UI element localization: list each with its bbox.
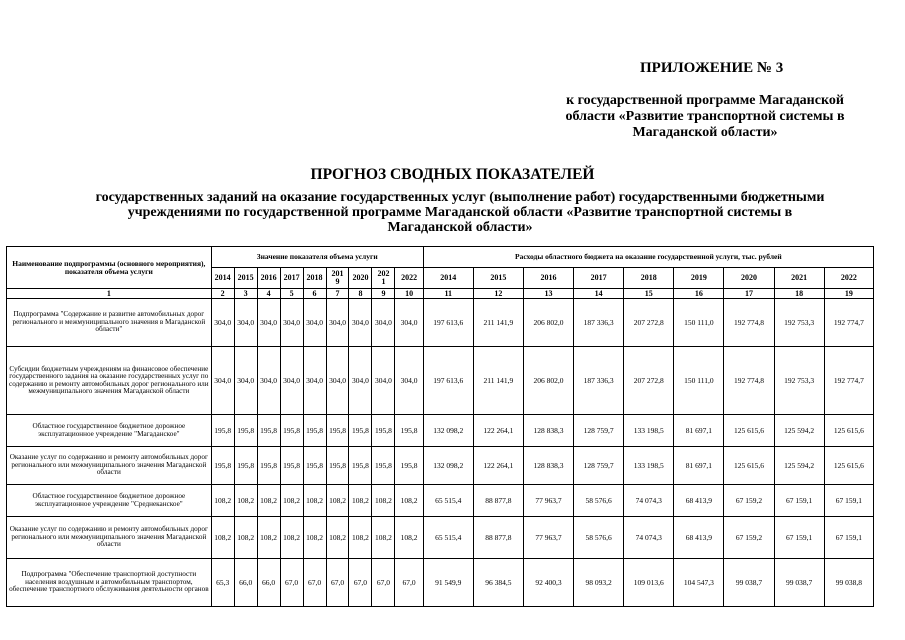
expense-value-cell: 133 198,5	[624, 447, 674, 485]
volume-value-cell: 304,0	[349, 347, 372, 415]
volume-value-cell: 195,8	[280, 447, 303, 485]
volume-value-cell: 108,2	[257, 517, 280, 559]
expense-value-cell: 81 697,1	[674, 415, 724, 447]
expense-value-cell: 207 272,8	[624, 347, 674, 415]
column-number: 11	[423, 289, 473, 299]
column-number: 5	[280, 289, 303, 299]
expense-value-cell: 68 413,9	[674, 485, 724, 517]
expense-value-cell: 67 159,1	[774, 517, 824, 559]
expense-value-cell: 92 400,3	[523, 559, 573, 607]
volume-value-cell: 195,8	[280, 415, 303, 447]
volume-value-cell: 108,2	[326, 517, 349, 559]
expense-value-cell: 133 198,5	[624, 415, 674, 447]
header-expense-year: 2018	[624, 268, 674, 289]
volume-value-cell: 195,8	[349, 415, 372, 447]
volume-value-cell: 108,2	[211, 517, 234, 559]
row-name: Подпрограмма "Обеспечение транспортной доступности населения воздушным и автомобильным транспортом, обеспечение транспортного обслуживания деятельности органов	[7, 559, 212, 607]
indicators-table	[6, 246, 874, 607]
volume-value-cell: 195,8	[257, 415, 280, 447]
expense-value-cell: 125 594,2	[774, 447, 824, 485]
volume-value-cell: 67,0	[395, 559, 423, 607]
column-number: 6	[303, 289, 326, 299]
expense-value-cell: 99 038,8	[824, 559, 873, 607]
table-row	[7, 299, 874, 347]
row-name: Подпрограмма "Содержание и развитие автомобильных дорог регионального и межмуниципального значения в Магаданской области"	[7, 299, 212, 347]
expense-value-cell: 99 038,7	[724, 559, 774, 607]
expense-value-cell: 207 272,8	[624, 299, 674, 347]
header-expense-year: 2017	[574, 268, 624, 289]
expense-value-cell: 211 141,9	[473, 299, 523, 347]
column-number: 10	[395, 289, 423, 299]
volume-value-cell: 304,0	[395, 347, 423, 415]
expense-value-cell: 91 549,9	[423, 559, 473, 607]
expense-value-cell: 206 802,0	[523, 299, 573, 347]
volume-value-cell: 195,8	[326, 415, 349, 447]
volume-value-cell: 195,8	[211, 415, 234, 447]
header-volume-year: 2020	[349, 268, 372, 289]
appendix-text: к государственной программе Магаданской области «Развитие транспортной системы в Магаданской области»	[565, 93, 845, 140]
volume-value-cell: 304,0	[326, 347, 349, 415]
column-number: 2	[211, 289, 234, 299]
column-number: 8	[349, 289, 372, 299]
volume-value-cell: 65,3	[211, 559, 234, 607]
expense-value-cell: 192 774,8	[724, 299, 774, 347]
appendix-heading: ПРИЛОЖЕНИЕ № 3	[640, 60, 784, 76]
header-volume-year: 2016	[257, 268, 280, 289]
volume-value-cell: 108,2	[234, 517, 257, 559]
volume-value-cell: 66,0	[257, 559, 280, 607]
expense-value-cell: 109 013,6	[624, 559, 674, 607]
expense-value-cell: 74 074,3	[624, 485, 674, 517]
expense-value-cell: 81 697,1	[674, 447, 724, 485]
volume-value-cell: 195,8	[234, 415, 257, 447]
header-volume-year: 2022	[395, 268, 423, 289]
header-volume-year: 202 1	[372, 268, 395, 289]
header-expense-year: 2019	[674, 268, 724, 289]
row-name: Оказание услуг по содержанию и ремонту автомобильных дорог регионального или межмуниципального значения Магаданской области	[7, 517, 212, 559]
volume-value-cell: 195,8	[372, 447, 395, 485]
volume-value-cell: 304,0	[372, 347, 395, 415]
volume-value-cell: 108,2	[372, 485, 395, 517]
expense-value-cell: 88 877,8	[473, 517, 523, 559]
expense-value-cell: 192 753,3	[774, 347, 824, 415]
table-row	[7, 559, 874, 607]
volume-value-cell: 304,0	[303, 347, 326, 415]
expense-value-cell: 96 384,5	[473, 559, 523, 607]
column-number: 13	[523, 289, 573, 299]
expense-value-cell: 128 838,3	[523, 415, 573, 447]
volume-value-cell: 195,8	[395, 415, 423, 447]
volume-value-cell: 304,0	[349, 299, 372, 347]
volume-value-cell: 108,2	[303, 485, 326, 517]
expense-value-cell: 132 098,2	[423, 447, 473, 485]
expense-value-cell: 150 111,0	[674, 347, 724, 415]
volume-value-cell: 304,0	[395, 299, 423, 347]
table-row	[7, 517, 874, 559]
volume-value-cell: 304,0	[211, 347, 234, 415]
volume-value-cell: 108,2	[349, 485, 372, 517]
expense-value-cell: 58 576,6	[574, 517, 624, 559]
volume-value-cell: 195,8	[395, 447, 423, 485]
expense-value-cell: 192 774,7	[824, 299, 873, 347]
volume-value-cell: 195,8	[372, 415, 395, 447]
volume-value-cell: 195,8	[257, 447, 280, 485]
document-title: ПРОГНОЗ СВОДНЫХ ПОКАЗАТЕЛЕЙ	[310, 166, 595, 183]
header-expense-year: 2021	[774, 268, 824, 289]
volume-value-cell: 108,2	[372, 517, 395, 559]
column-number: 12	[473, 289, 523, 299]
expense-value-cell: 67 159,1	[824, 485, 873, 517]
expense-value-cell: 67 159,1	[774, 485, 824, 517]
volume-value-cell: 304,0	[326, 299, 349, 347]
header-name-column: Наименование подпрограммы (основного мероприятия), показателя объема услуги	[7, 247, 212, 289]
expense-value-cell: 187 336,3	[574, 299, 624, 347]
volume-value-cell: 108,2	[395, 485, 423, 517]
column-number: 17	[724, 289, 774, 299]
header-expense-year: 2015	[473, 268, 523, 289]
table-row	[7, 415, 874, 447]
expense-value-cell: 192 753,3	[774, 299, 824, 347]
volume-value-cell: 195,8	[211, 447, 234, 485]
column-number: 19	[824, 289, 873, 299]
header-volume-year: 2015	[234, 268, 257, 289]
appendix-block	[565, 60, 880, 141]
volume-value-cell: 108,2	[303, 517, 326, 559]
expense-value-cell: 99 038,7	[774, 559, 824, 607]
column-number: 15	[624, 289, 674, 299]
expense-value-cell: 197 613,6	[423, 347, 473, 415]
volume-value-cell: 195,8	[349, 447, 372, 485]
expense-value-cell: 150 111,0	[674, 299, 724, 347]
table-row	[7, 347, 874, 415]
expense-value-cell: 88 877,8	[473, 485, 523, 517]
volume-value-cell: 108,2	[257, 485, 280, 517]
expense-value-cell: 192 774,7	[824, 347, 873, 415]
volume-value-cell: 304,0	[211, 299, 234, 347]
volume-value-cell: 108,2	[280, 517, 303, 559]
volume-value-cell: 304,0	[257, 347, 280, 415]
table-row	[7, 447, 874, 485]
expense-value-cell: 187 336,3	[574, 347, 624, 415]
volume-value-cell: 108,2	[280, 485, 303, 517]
header-volume-year: 2017	[280, 268, 303, 289]
expense-value-cell: 98 093,2	[574, 559, 624, 607]
header-expenses-group: Расходы областного бюджета на оказание государственной услуги, тыс. рублей	[423, 247, 873, 268]
column-number: 4	[257, 289, 280, 299]
volume-value-cell: 304,0	[372, 299, 395, 347]
volume-value-cell: 304,0	[280, 347, 303, 415]
expense-value-cell: 58 576,6	[574, 485, 624, 517]
expense-value-cell: 68 413,9	[674, 517, 724, 559]
volume-value-cell: 195,8	[303, 415, 326, 447]
expense-value-cell: 122 264,1	[473, 415, 523, 447]
row-name: Оказание услуг по содержанию и ремонту автомобильных дорог регионального или межмуниципального значения Магаданской области	[7, 447, 212, 485]
expense-value-cell: 65 515,4	[423, 517, 473, 559]
column-number: 16	[674, 289, 724, 299]
expense-value-cell: 125 615,6	[724, 447, 774, 485]
expense-value-cell: 67 159,1	[824, 517, 873, 559]
expense-value-cell: 67 159,2	[724, 517, 774, 559]
volume-value-cell: 108,2	[211, 485, 234, 517]
row-name: Областное государственное бюджетное дорожное эксплуатационное учреждение "Среднеканское"	[7, 485, 212, 517]
column-number: 7	[326, 289, 349, 299]
volume-value-cell: 108,2	[349, 517, 372, 559]
expense-value-cell: 67 159,2	[724, 485, 774, 517]
column-number: 1	[7, 289, 212, 299]
volume-value-cell: 304,0	[234, 299, 257, 347]
volume-value-cell: 195,8	[234, 447, 257, 485]
expense-value-cell: 211 141,9	[473, 347, 523, 415]
header-volume-year: 2014	[211, 268, 234, 289]
volume-value-cell: 195,8	[303, 447, 326, 485]
volume-value-cell: 67,0	[326, 559, 349, 607]
expense-value-cell: 65 515,4	[423, 485, 473, 517]
column-number: 3	[234, 289, 257, 299]
column-number: 18	[774, 289, 824, 299]
volume-value-cell: 67,0	[349, 559, 372, 607]
volume-value-cell: 195,8	[326, 447, 349, 485]
volume-value-cell: 304,0	[257, 299, 280, 347]
expense-value-cell: 125 615,6	[824, 415, 873, 447]
header-expense-year: 2020	[724, 268, 774, 289]
expense-value-cell: 125 615,6	[824, 447, 873, 485]
header-volume-group: Значение показателя объема услуги	[211, 247, 423, 268]
column-number: 14	[574, 289, 624, 299]
header-expense-year: 2014	[423, 268, 473, 289]
expense-value-cell: 197 613,6	[423, 299, 473, 347]
expense-value-cell: 74 074,3	[624, 517, 674, 559]
volume-value-cell: 67,0	[280, 559, 303, 607]
volume-value-cell: 304,0	[234, 347, 257, 415]
row-name: Областное государственное бюджетное дорожное эксплуатационное учреждение "Магаданское"	[7, 415, 212, 447]
expense-value-cell: 77 963,7	[523, 517, 573, 559]
volume-value-cell: 108,2	[326, 485, 349, 517]
volume-value-cell: 304,0	[280, 299, 303, 347]
header-expense-year: 2016	[523, 268, 573, 289]
header-expense-year: 2022	[824, 268, 873, 289]
expense-value-cell: 192 774,8	[724, 347, 774, 415]
row-name: Субсидии бюджетным учреждениям на финансовое обеспечение государственного задания на оказание государственных услуг по содержанию и ремонту автомобильных дорог регионального или межмуниципального значения Магаданской области	[7, 347, 212, 415]
volume-value-cell: 304,0	[303, 299, 326, 347]
expense-value-cell: 128 759,7	[574, 447, 624, 485]
expense-value-cell: 128 759,7	[574, 415, 624, 447]
volume-value-cell: 108,2	[395, 517, 423, 559]
expense-value-cell: 128 838,3	[523, 447, 573, 485]
volume-value-cell: 66,0	[234, 559, 257, 607]
document-subtitle: государственных заданий на оказание государственных услуг (выполнение работ) государственными бюджетными учреждениями по государственной программе Магаданской области «Развитие транспортной системы в Магаданской области»	[95, 190, 825, 235]
header-volume-year: 201 9	[326, 268, 349, 289]
volume-value-cell: 67,0	[303, 559, 326, 607]
expense-value-cell: 206 802,0	[523, 347, 573, 415]
header-volume-year: 2018	[303, 268, 326, 289]
table-row	[7, 485, 874, 517]
expense-value-cell: 104 547,3	[674, 559, 724, 607]
expense-value-cell: 77 963,7	[523, 485, 573, 517]
expense-value-cell: 125 615,6	[724, 415, 774, 447]
expense-value-cell: 132 098,2	[423, 415, 473, 447]
expense-value-cell: 125 594,2	[774, 415, 824, 447]
volume-value-cell: 108,2	[234, 485, 257, 517]
column-number: 9	[372, 289, 395, 299]
volume-value-cell: 67,0	[372, 559, 395, 607]
expense-value-cell: 122 264,1	[473, 447, 523, 485]
